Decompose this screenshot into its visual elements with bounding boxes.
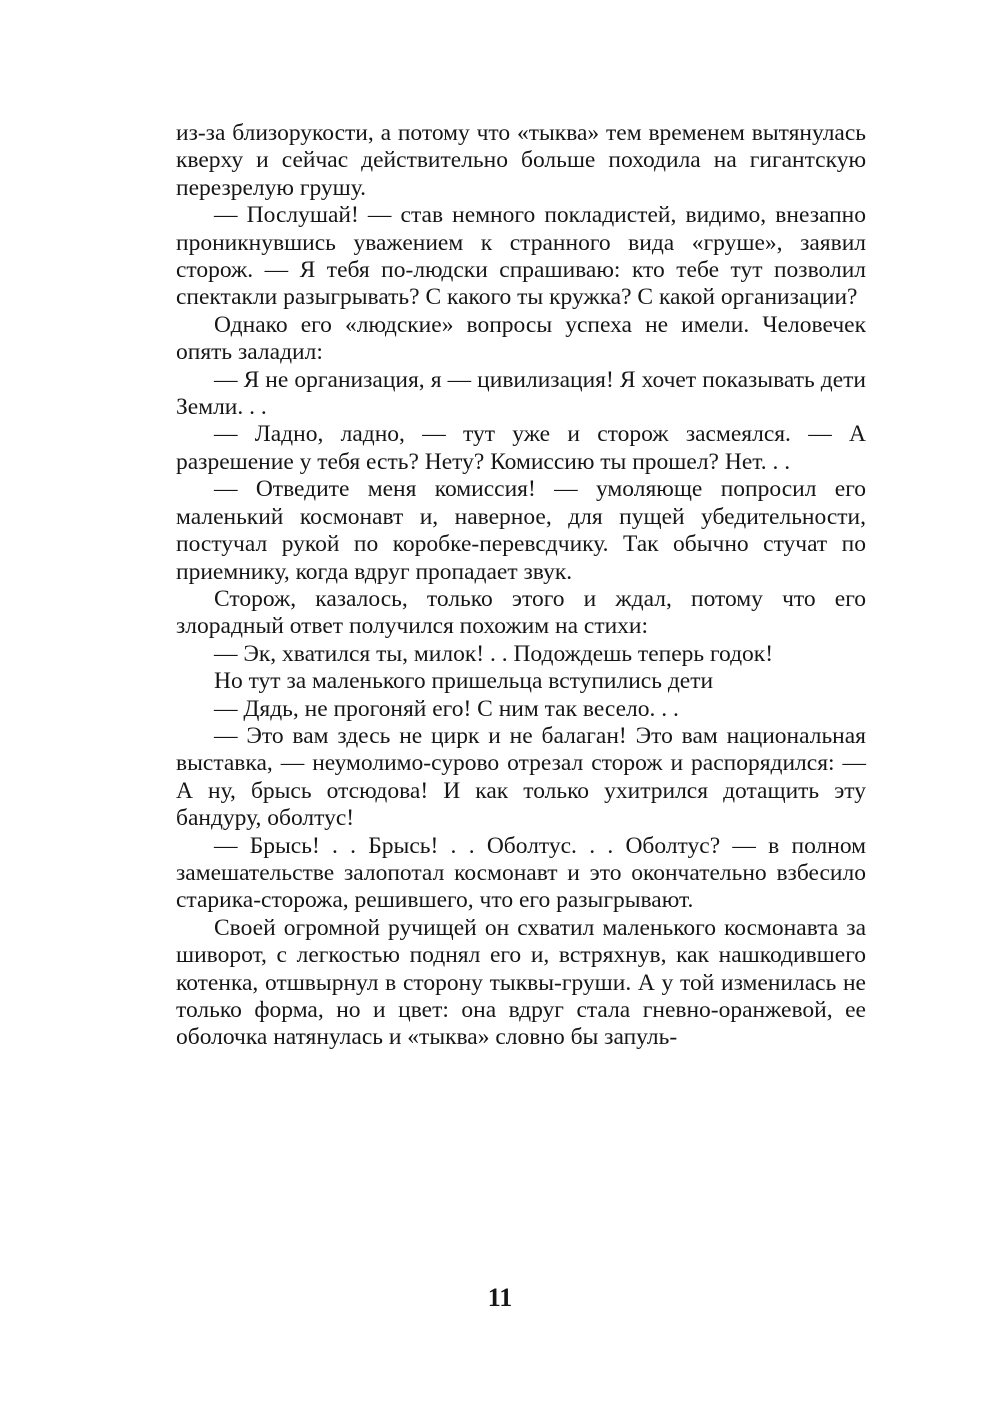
paragraph-1: из-за близорукости, а потому что «тыква» тем временем вытянулась кверху и сейчас действительно больше походила на гигантскую перезрелую грушу. [176, 120, 866, 201]
paragraph-12: — Брысь! . . Брысь! . . Оболтус. . . Оболтус? — в полном замешательстве залопотал космонавт и это окончательно взбесило старика-сторожа, решившего, что его разыгрывают. [176, 832, 866, 914]
paragraph-11: — Это вам здесь не цирк и не балаган! Это вам национальная выставка, — неумолимо-сурово отрезал сторож и распорядился: — А ну, брысь отсюдова! И как только ухитрился дотащить эту бандуру, оболтус! [176, 722, 866, 832]
body-text [176, 120, 866, 1052]
page-number: 11 [487, 1283, 513, 1312]
paragraph-2: — Послушай! — став немного покладистей, видимо, внезапно проникнувшись уважением к странного вида «груше», заявил сторож. — Я тебя по-людски спрашиваю: кто тебе тут позволил спектакли разыгрывать? С какого ты кружка? С какой организации? [176, 202, 866, 311]
paragraph-6: — Отведите меня комиссия! — умоляюще попросил его маленький космонавт и, наверное, для пущей убедительности, постучал рукой по коробке-перевсдчику. Так обычно стучат по приемнику, когда вдруг пропадает звук. [176, 476, 866, 585]
paragraph-13: Своей огромной ручищей он схватил маленького космонавта за шиворот, с легкостью поднял его и, встряхнув, как нашкодившего котенка, отшвырнул в сторону тыквы-груши. А у той изменилась не только форма, но и цвет: она вдруг стала гневно-оранжевой, ее оболочка натянулась и «тыква» словно бы запуль- [176, 914, 866, 1051]
paragraph-7: Сторож, казалось, только этого и ждал, потому что его злорадный ответ получился похожим на стихи: [176, 585, 866, 640]
paragraph-3: Однако его «людские» вопросы успеха не имели. Человечек опять заладил: [176, 311, 866, 366]
paragraph-5: — Ладно, ладно, — тут уже и сторож засмеялся. — А разрешение у тебя есть? Нету? Комиссию ты прошел? Нет. . . [176, 421, 866, 475]
paragraph-8: — Эк, хватился ты, милок! . . Подождешь теперь годок! [214, 640, 774, 667]
paragraph-9: Но тут за маленького пришельца вступились дети [214, 668, 714, 695]
paragraph-4: — Я не организация, я — цивилизация! Я хочет показывать дети Земли. . . [176, 366, 866, 421]
paragraph-10: — Дядь, не прогоняй его! С ним так весело. . . [214, 695, 679, 722]
